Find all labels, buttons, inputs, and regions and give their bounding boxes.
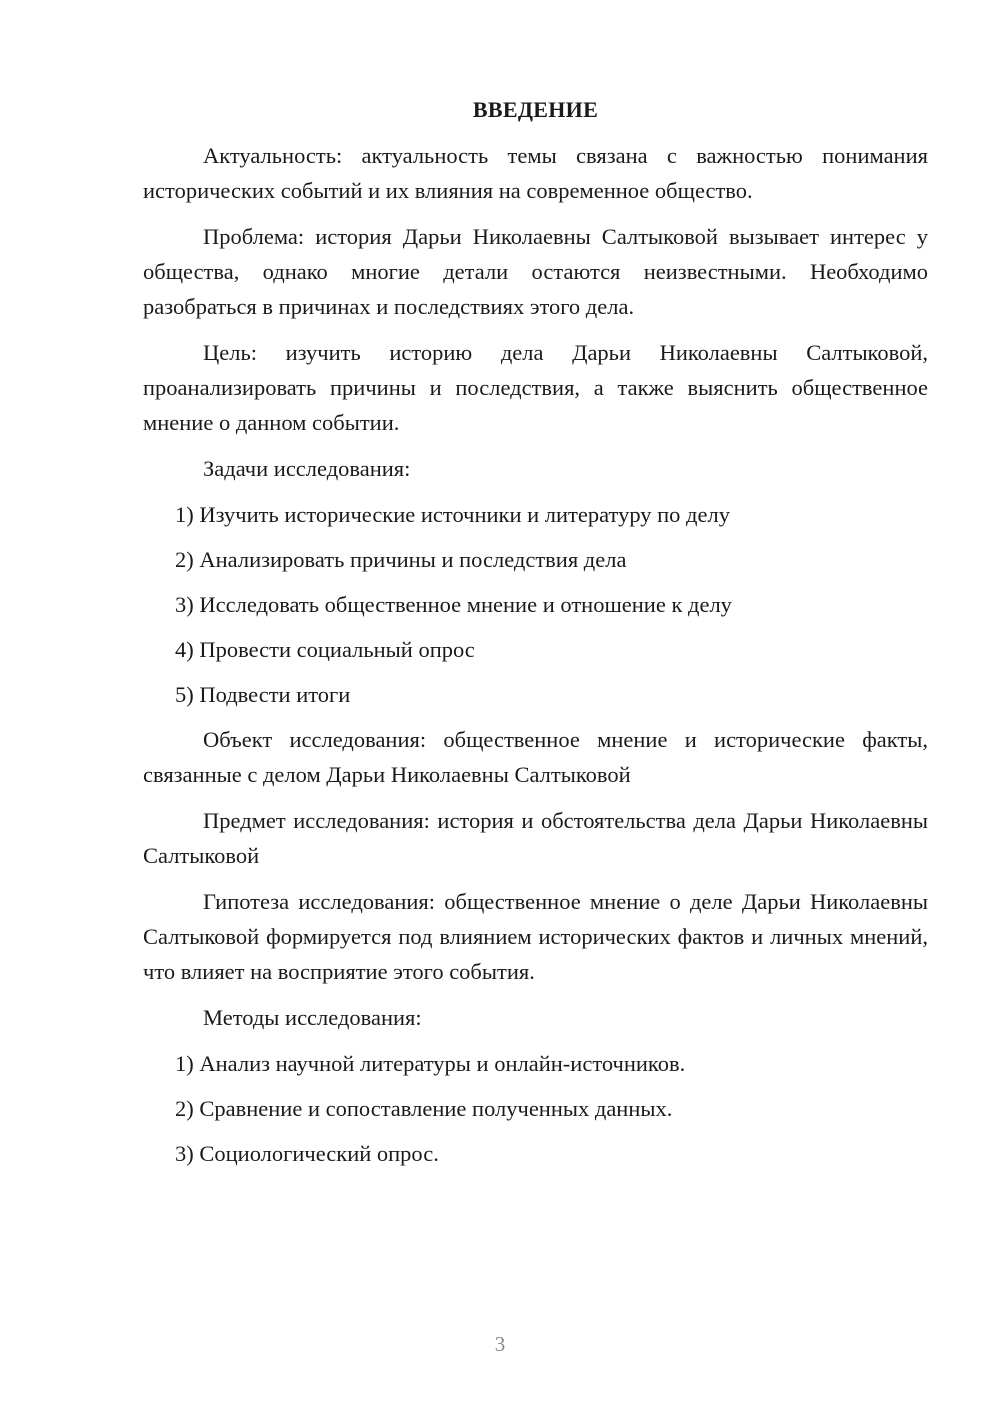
page-number: 3 (494, 1332, 506, 1356)
list-item: 1) Анализ научной литературы и онлайн-источников. (175, 1051, 686, 1076)
list-item: 3) Исследовать общественное мнение и отношение к делу (175, 592, 732, 617)
tasks-list (143, 497, 928, 712)
list-item: 4) Провести социальный опрос (175, 637, 475, 662)
hypothesis-paragraph: Гипотеза исследования: общественное мнение о деле Дарьи Николаевны Салтыковой формируется под влиянием исторических фактов и личных мнений, что влияет на восприятие этого события. (143, 889, 928, 984)
page-title: ВВЕДЕНИЕ (472, 97, 599, 122)
methods-heading: Методы исследования: (203, 1005, 422, 1030)
problem-paragraph: Проблема: история Дарьи Николаевны Салтыковой вызывает интерес у общества, однако многие детали остаются неизвестными. Необходимо разобраться в причинах и последствиях этого дела. (143, 224, 928, 319)
goal-paragraph: Цель: изучить историю дела Дарьи Николаевны Салтыковой, проанализировать причины и последствия, а также выяснить общественное мнение о данном событии. (143, 340, 928, 435)
subject-paragraph: Предмет исследования: история и обстоятельства дела Дарьи Николаевны Салтыковой (143, 808, 928, 868)
document-page (143, 92, 928, 1181)
list-item: 3) Социологический опрос. (175, 1141, 439, 1166)
list-item: 2) Анализировать причины и последствия дела (175, 547, 627, 572)
relevance-paragraph: Актуальность: актуальность темы связана с важностью понимания исторических событий и их влияния на современное общество. (143, 143, 928, 203)
list-item: 5) Подвести итоги (175, 682, 351, 707)
methods-list (143, 1046, 928, 1171)
list-item: 2) Сравнение и сопоставление полученных данных. (175, 1096, 673, 1121)
tasks-heading: Задачи исследования: (203, 456, 411, 481)
list-item: 1) Изучить исторические источники и литературу по делу (175, 502, 730, 527)
object-paragraph: Объект исследования: общественное мнение и исторические факты, связанные с делом Дарьи Николаевны Салтыковой (143, 727, 928, 787)
